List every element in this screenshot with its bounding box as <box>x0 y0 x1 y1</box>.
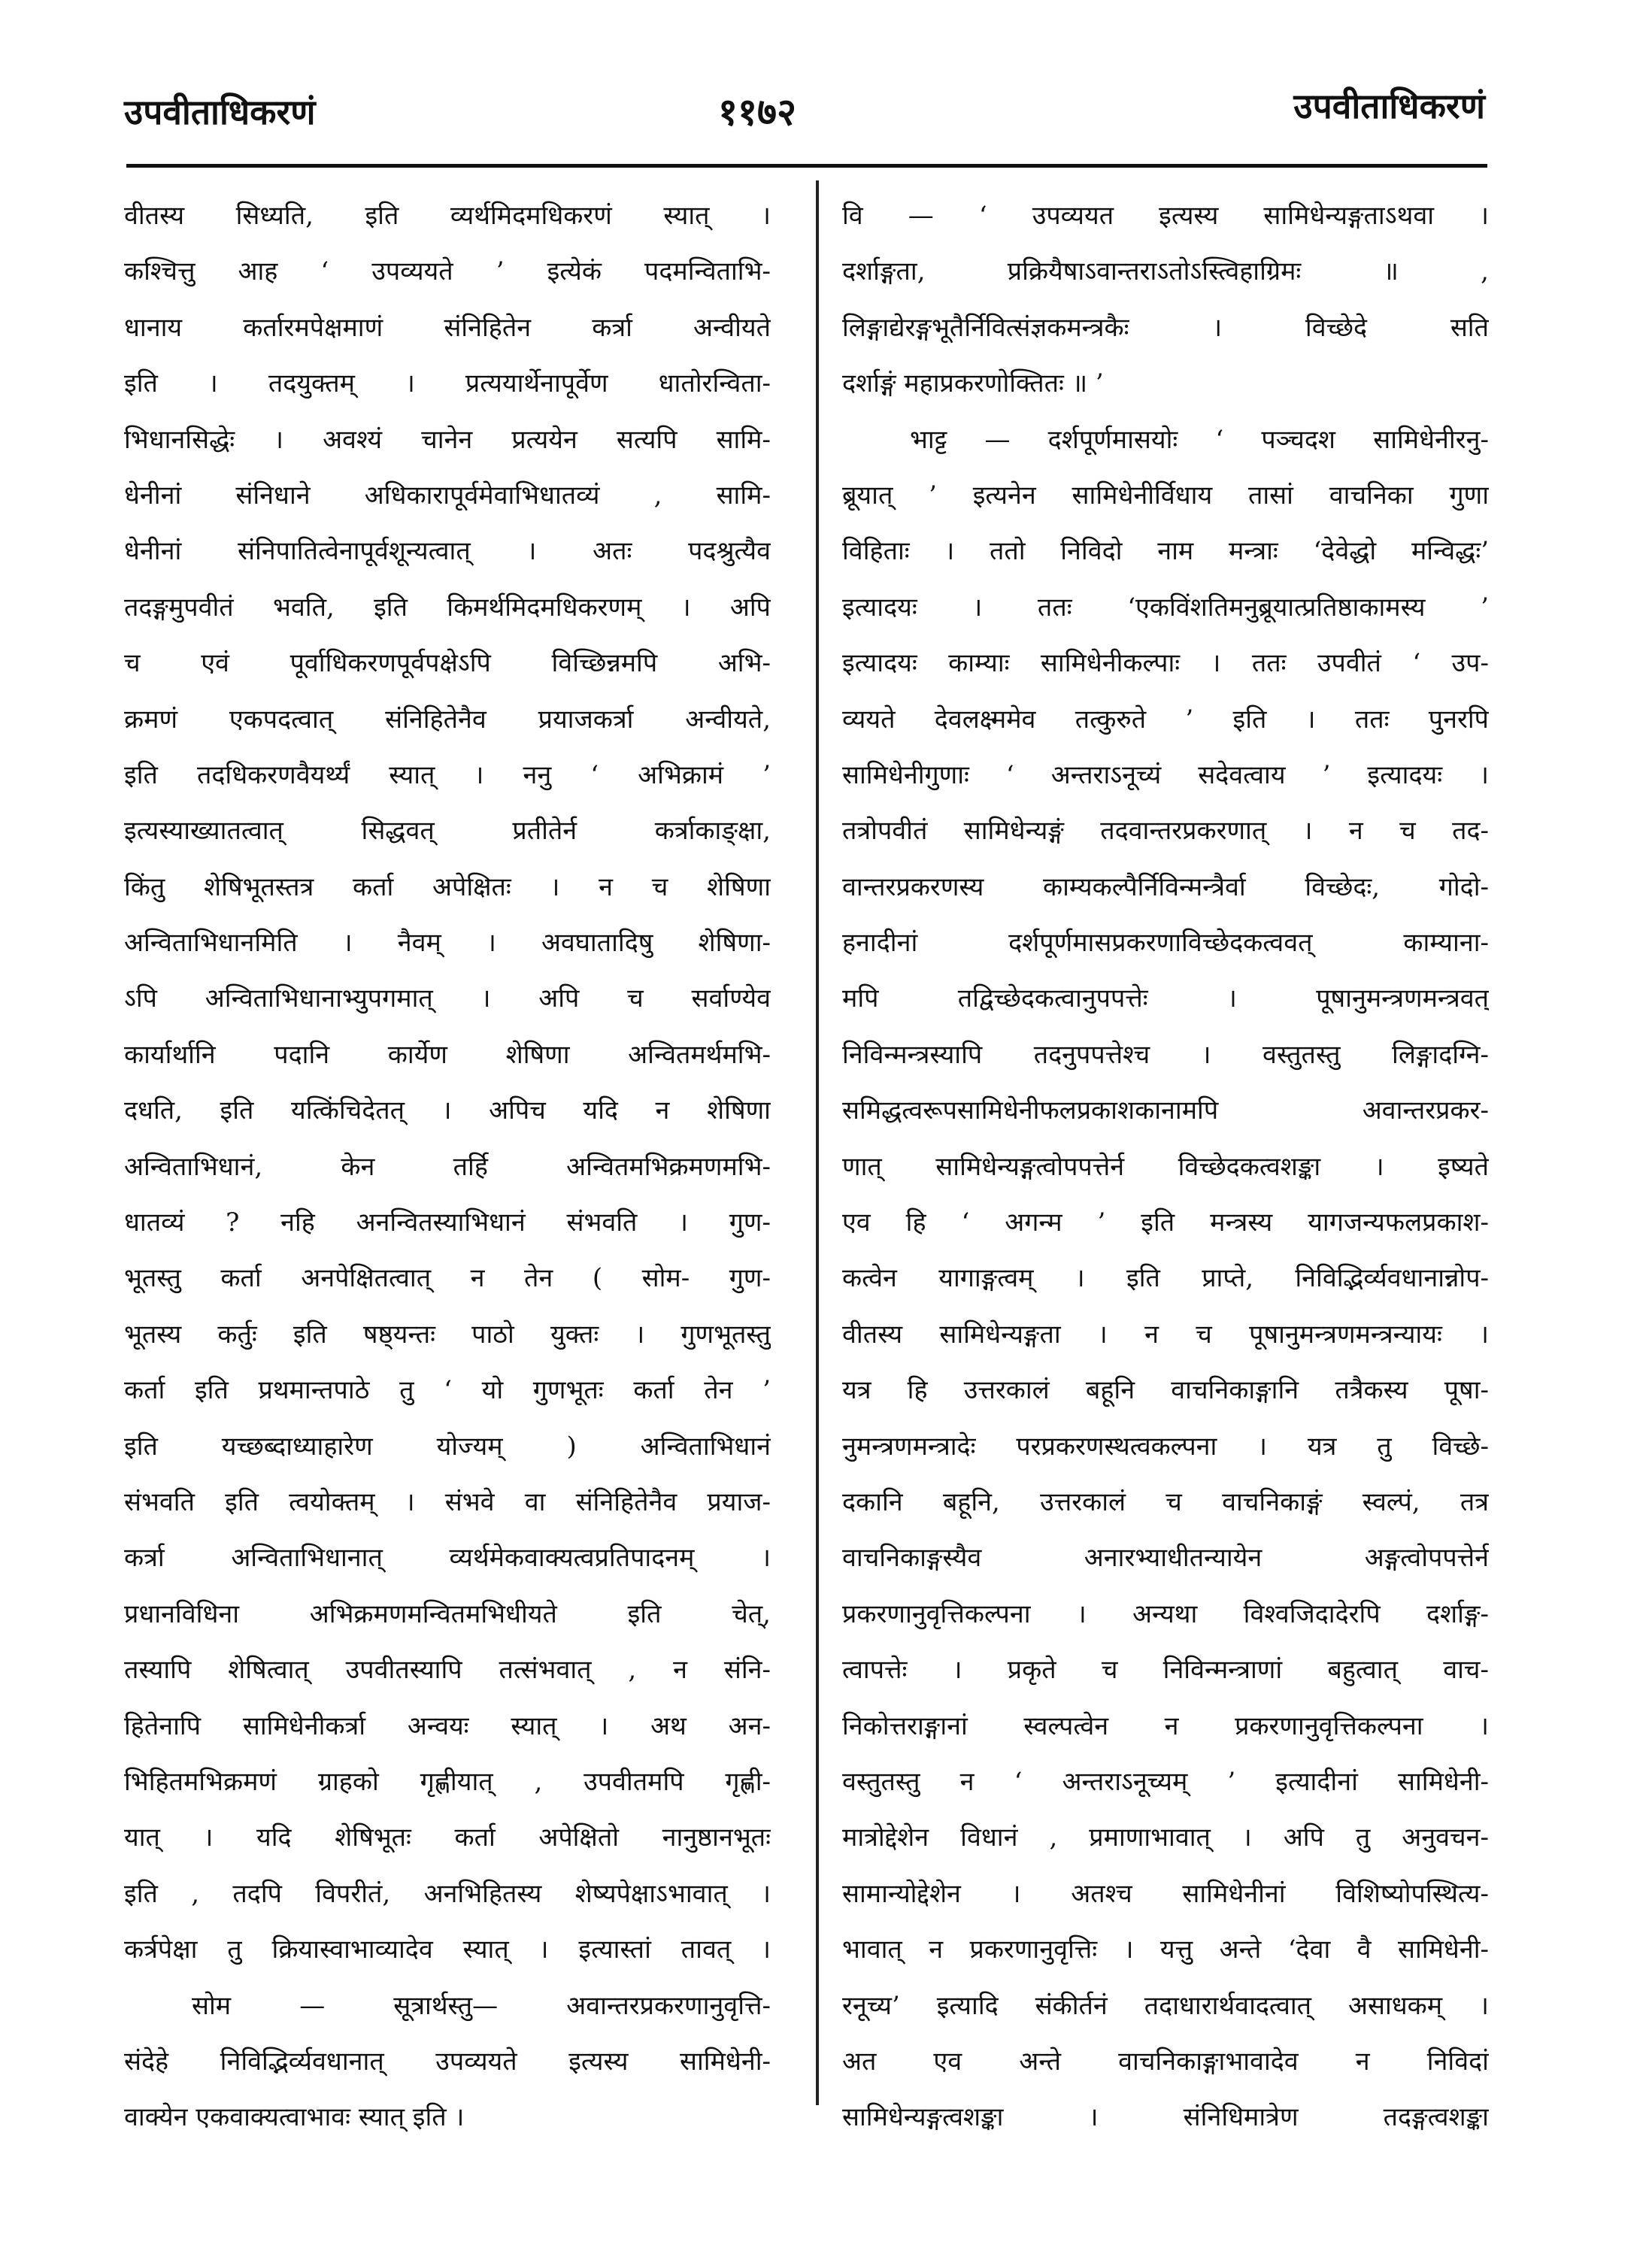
text-line: विहिताः । ततो निविदो नाम मन्त्राः ‘देवेद्धो मन्विद्धः’ <box>842 536 1489 567</box>
text-line: त्वापत्तेः । प्रकृते च निविन्मन्त्राणां बहुत्वात् वाच- <box>842 1655 1489 1686</box>
text-line: प्रकरणानुवृत्तिकल्पना । अन्यथा विश्वजिदादेरपि दर्शाङ्ग- <box>842 1598 1489 1629</box>
text-line: कर्त्रपेक्षा तु क्रियास्वाभाव्यादेव स्यात् । इत्यास्तां तावत् । <box>124 1934 771 1965</box>
text-line: ब्रूयात् ’ इत्यनेन सामिधेनीर्विधाय तासां वाचनिका गुणा <box>842 480 1489 511</box>
text-line: व्ययते देवलक्ष्ममेव तत्कुरुते ’ इति । ततः पुनरपि <box>842 704 1489 735</box>
text-line: सोम — सूत्रार्थस्तु— अवान्तरप्रकरणानुवृत्ति- <box>192 1990 771 2021</box>
text-line: इति , तदपि विपरीतं, अनभिहितस्य शेष्यपेक्षाऽभावात् । <box>124 1878 771 1909</box>
right-column <box>842 188 1489 2146</box>
text-line: हनादीनां दर्शपूर्णमासप्रकरणाविच्छेदकत्ववत् काम्याना- <box>842 928 1489 959</box>
text-line: नुमन्त्रणमन्त्रादेः परप्रकरणस्थत्वकल्पना । यत्र तु विच्छे- <box>842 1431 1489 1462</box>
text-line: मपि तद्विच्छेदकत्वानुपपत्तेः । पूषानुमन्त्रणमन्त्रवत् <box>842 983 1489 1014</box>
text-line: तत्रोपवीतं सामिधेन्यङ्गं तदवान्तरप्रकरणात् । न च तद- <box>842 816 1489 847</box>
text-line: दधति, इति यत्किंचिदेतत् । अपिच यदि न शेषिणा <box>124 1095 771 1126</box>
page-header <box>124 71 1485 154</box>
text-line: दर्शाङ्गं महाप्रकरणोक्तितः ॥ ’ <box>842 368 1104 399</box>
text-line: च एवं पूर्वाधिकरणपूर्वपक्षेऽपि विच्छिन्नमपि अभि- <box>124 648 771 679</box>
text-line: इत्यस्याख्यातत्वात् सिद्धवत् प्रतीतेर्न कर्त्राकाङ्क्षा, <box>124 816 771 847</box>
text-line: कार्यार्थानि पदानि कार्येण शेषिणा अन्वितमर्थमभि- <box>124 1039 771 1070</box>
text-line: कत्वेन यागाङ्गत्वम् । इति प्राप्ते, निविद्भिर्व्यवधानान्नोप- <box>842 1263 1489 1294</box>
text-line: णात् सामिधेन्यङ्गत्वोपपत्तेर्न विच्छेदकत्वशङ्का । इष्यते <box>842 1151 1489 1182</box>
text-line: निविन्मन्त्रस्यापि तदनुपपत्तेश्च । वस्तुतस्तु लिङ्गादग्नि- <box>842 1039 1489 1070</box>
text-line: इति । तदयुक्तम् । प्रत्ययार्थेनापूर्वेण धातोरन्विता- <box>124 368 771 399</box>
text-line: निकोत्तराङ्गानां स्वल्पत्वेन न प्रकरणानुवृत्तिकल्पना । <box>842 1710 1489 1741</box>
text-line: इति तदधिकरणवैयर्थ्यं स्यात् । ननु ‘ अभिक्रामं ’ <box>124 759 771 790</box>
text-line: कर्त्रा अन्विताभिधानात् व्यर्थमेकवाक्यत्वप्रतिपादनम् । <box>124 1543 771 1574</box>
text-line: लिङ्गाद्येरङ्गभूतैर्निवित्संज्ञकमन्त्रकैः । विच्छेदे सति <box>842 312 1489 343</box>
text-line: वि — ‘ उपव्ययत इत्यस्य सामिधेन्यङ्गताऽथवा । <box>842 201 1489 231</box>
text-line: किंतु शेषिभूतस्तत्र कर्ता अपेक्षितः । न च शेषिणा <box>124 871 771 902</box>
text-line: क्रमणं एकपदत्वात् संनिहितेनैव प्रयाजकर्त्रा अन्वीयते, <box>124 704 771 735</box>
text-line: दकानि बहूनि, उत्तरकालं च वाचनिकाङ्गं स्वल्पं, तत्र <box>842 1486 1489 1517</box>
text-line: हितेनापि सामिधेनीकर्त्रा अन्वयः स्यात् । अथ अन- <box>124 1710 771 1741</box>
text-line: वाक्येन एकवाक्यत्वाभावः स्यात् इति । <box>124 2102 465 2133</box>
running-title-left: उपवीताधिकरणं <box>124 92 316 132</box>
text-line: अन्विताभिधानमिति । नैवम् । अवघातादिषु शेषिणा- <box>124 928 771 959</box>
text-line: कर्ता इति प्रथमान्तपाठे तु ‘ यो गुणभूतः कर्ता तेन ’ <box>124 1375 771 1406</box>
text-line: इत्यादयः काम्याः सामिधेनीकल्पाः । ततः उपवीतं ‘ उप- <box>842 648 1489 679</box>
running-title-right: उपवीताधिकरणं <box>1293 86 1485 126</box>
text-line: सामिधेन्यङ्गत्वशङ्का । संनिधिमात्रेण तदङ्गत्वशङ्का <box>842 2102 1489 2133</box>
text-line: वस्तुतस्तु न ‘ अन्तराऽनूच्यम् ’ इत्यादीनां सामिधेनी- <box>842 1766 1489 1797</box>
text-line: सामिधेनीगुणाः ‘ अन्तराऽनूच्यं सदेवत्वाय ’ इत्यादयः । <box>842 759 1489 790</box>
text-line: एव हि ‘ अगन्म ’ इति मन्त्रस्य यागजन्यफलप्रकाश- <box>842 1207 1489 1238</box>
text-line: वाचनिकाङ्गस्यैव अनारभ्याधीतन्यायेन अङ्गत्वोपपत्तेर्न <box>842 1543 1489 1574</box>
text-line: कश्चित्तु आह ‘ उपव्ययते ’ इत्येकं पदमन्विताभि- <box>124 256 771 287</box>
text-line: यत्र हि उत्तरकालं बहूनि वाचनिकाङ्गानि तत्रैकस्य पूषा- <box>842 1375 1489 1406</box>
text-line: संदेहे निविद्भिर्व्यवधानात् उपव्ययते इत्यस्य सामिधेनी- <box>124 2046 771 2077</box>
text-line: तदङ्गमुपवीतं भवति, इति किमर्थमिदमधिकरणम् । अपि <box>124 592 771 623</box>
header-rule <box>126 164 1487 168</box>
text-line: वान्तरप्रकरणस्य काम्यकल्पैर्निविन्मन्त्रैर्वा विच्छेदः, गोदो- <box>842 871 1489 902</box>
text-line: धातव्यं ? नहि अनन्वितस्याभिधानं संभवति । गुण- <box>124 1207 771 1238</box>
text-line: मात्रोद्देशेन विधानं , प्रमाणाभावात् । अपि तु अनुवचन- <box>842 1822 1489 1853</box>
text-line: दर्शाङ्गता, प्रक्रियैषाऽवान्तराऽतोऽस्त्विहाग्रिमः ॥ , <box>842 256 1489 287</box>
text-line: धानाय कर्तारमपेक्षमाणं संनिहितेन कर्त्रा अन्वीयते <box>124 312 771 343</box>
text-line: भिहितमभिक्रमणं ग्राहको गृह्णीयात् , उपवीतमपि गृह्णी- <box>124 1766 771 1797</box>
text-line: संभवति इति त्वयोक्तम् । संभवे वा संनिहितेनैव प्रयाज- <box>124 1486 771 1517</box>
text-line: भूतस्य कर्तुः इति षष्ठ्यन्तः पाठो युक्तः । गुणभूतस्तु <box>124 1319 771 1350</box>
left-column <box>124 188 771 2146</box>
text-line: इत्यादयः । ततः ‘एकविंशतिमनुब्रूयात्प्रतिष्ठाकामस्य ’ <box>842 592 1489 623</box>
text-line: धेनीनां संनिधाने अधिकारापूर्वमेवाभिधातव्यं , सामि- <box>124 480 771 511</box>
text-line: सामान्योद्देशेन । अतश्च सामिधेनीनां विशिष्योपस्थित्य- <box>842 1878 1489 1909</box>
text-line: ऽपि अन्विताभिधानाभ्युपगमात् । अपि च सर्वाण्येव <box>124 983 771 1014</box>
text-line: तस्यापि शेषित्वात् उपवीतस्यापि तत्संभवात् , न संनि- <box>124 1655 771 1686</box>
page-number: ११७२ <box>718 90 796 134</box>
text-line: इति यच्छब्दाध्याहारेण योज्यम् ) अन्विताभिधानं <box>124 1431 771 1462</box>
text-line: अन्विताभिधानं, केन तर्हि अन्वितमभिक्रमणमभि- <box>124 1151 771 1182</box>
text-line: भाट्ट — दर्शपूर्णमासयोः ‘ पञ्चदश सामिधेनीरनु- <box>910 424 1489 455</box>
text-line: समिद्धत्वरूपसामिधेनीफलप्रकाशकानामपि अवान्तरप्रकर- <box>842 1095 1489 1126</box>
text-line: भूतस्तु कर्ता अनपेक्षितत्वात् न तेन ( सोम- गुण- <box>124 1263 771 1294</box>
text-line: प्रधानविधिना अभिक्रमणमन्वितमभिधीयते इति चेत्, <box>124 1598 771 1629</box>
text-line: रनूच्य’ इत्यादि संकीर्तनं तदाधारार्थवादत्वात् असाधकम् । <box>842 1990 1489 2021</box>
text-line: धेनीनां संनिपातित्वेनापूर्वशून्यत्वात् । अतः पदश्रुत्यैव <box>124 536 771 567</box>
text-line: भिधानसिद्धेः । अवश्यं चानेन प्रत्ययेन सत्यपि सामि- <box>124 424 771 455</box>
column-divider <box>816 180 819 2105</box>
text-line: अत एव अन्ते वाचनिकाङ्गाभावादेव न निविदां <box>842 2046 1489 2077</box>
text-line: वीतस्य सिध्यति, इति व्यर्थमिदमधिकरणं स्यात् । <box>124 201 771 231</box>
text-line: वीतस्य सामिधेन्यङ्गता । न च पूषानुमन्त्रणमन्त्रन्यायः । <box>842 1319 1489 1350</box>
text-line: यात् । यदि शेषिभूतः कर्ता अपेक्षितो नानुष्ठानभूतः <box>124 1822 771 1853</box>
text-line: भावात् न प्रकरणानुवृत्तिः । यत्तु अन्ते ‘देवा वै सामिधेनी- <box>842 1934 1489 1965</box>
